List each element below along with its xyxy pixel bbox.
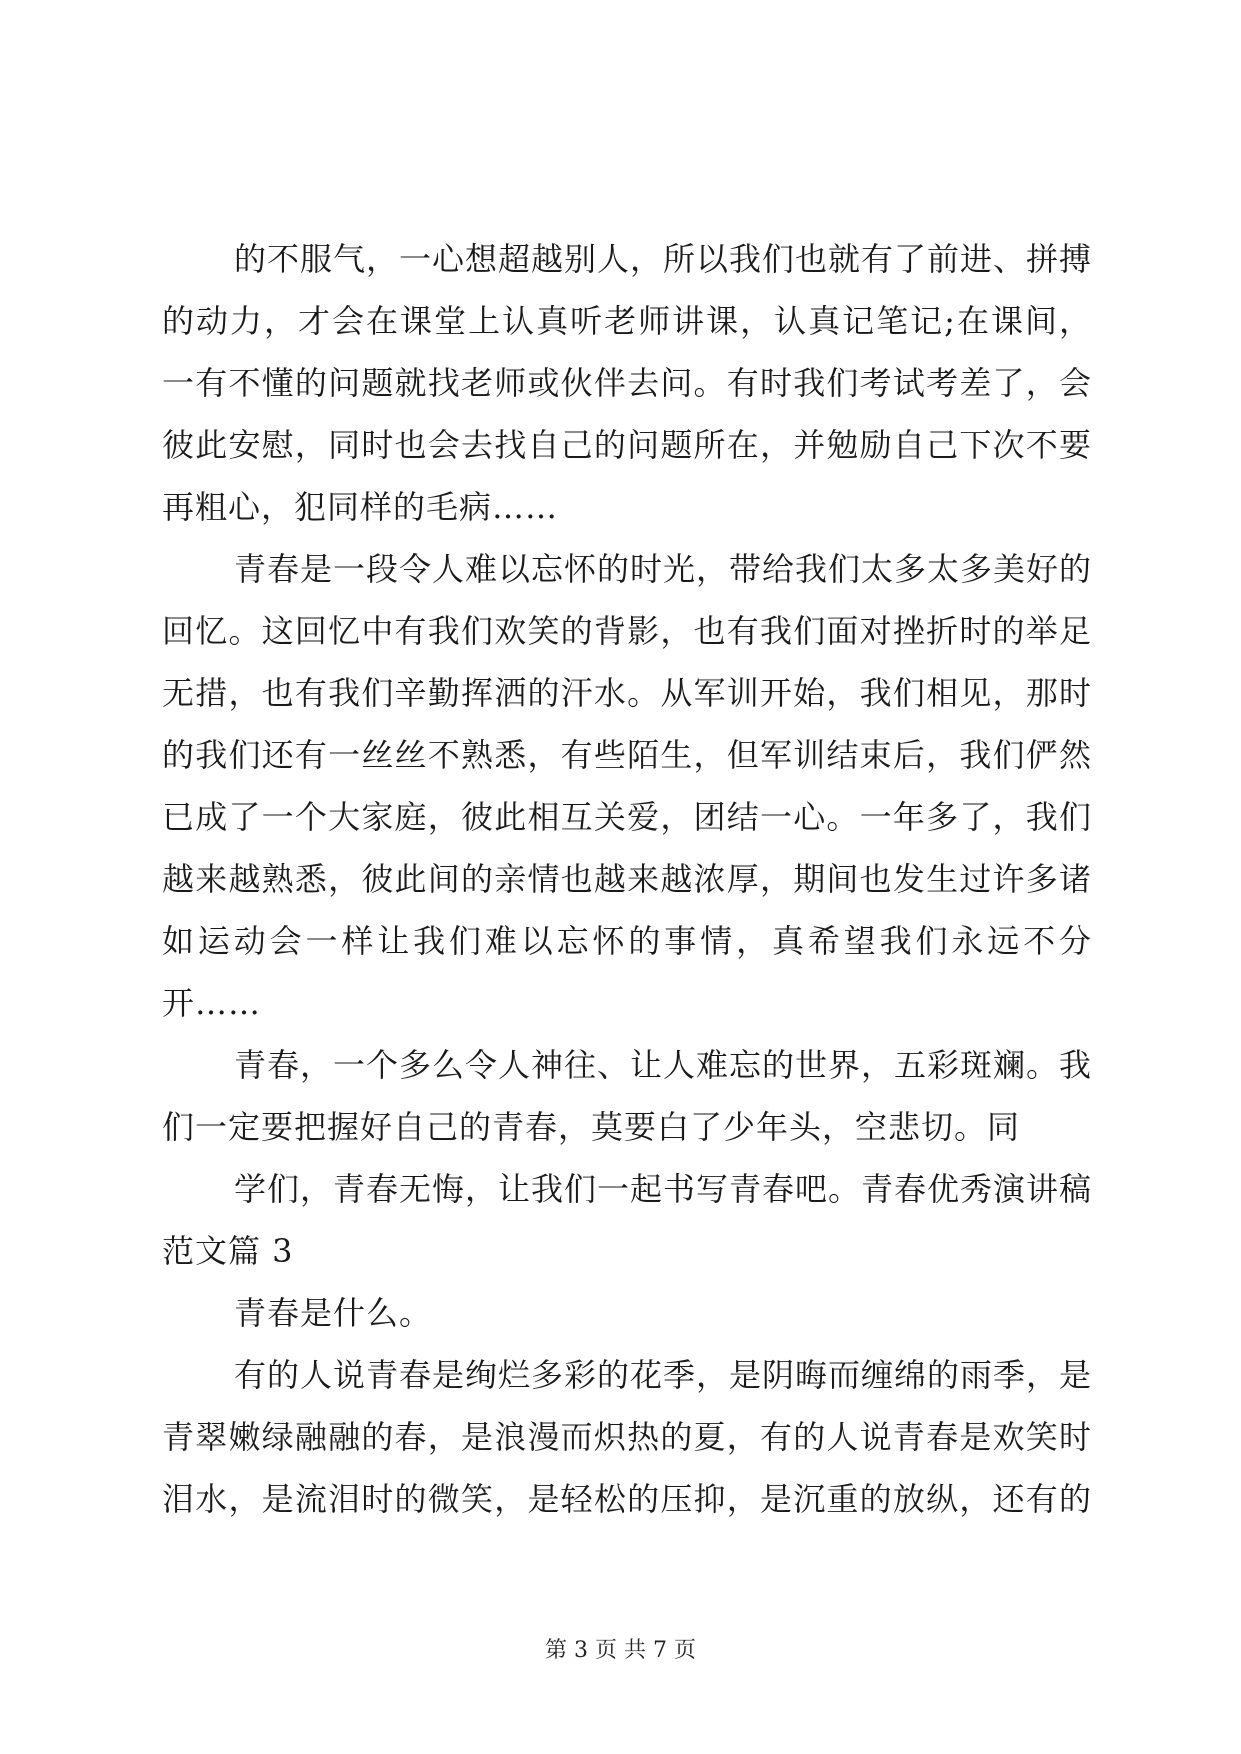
text-line: 青春，一个多么令人神往、让人难忘的世界，五彩斑斓。我 bbox=[234, 1046, 1093, 1084]
text-line: 越来越熟悉，彼此间的亲情也越来越浓厚，期间也发生过许多诸 bbox=[162, 860, 1092, 898]
text-line: 学们，青春无悔，让我们一起书写青春吧。青春优秀演讲稿 bbox=[234, 1170, 1093, 1208]
text-line: 青翠嫩绿融融的春，是浪漫而炽热的夏，有的人说青春是欢笑时 bbox=[162, 1418, 1092, 1456]
text-line: 彼此安慰，同时也会去找自己的问题所在，并勉励自己下次不要 bbox=[162, 426, 1092, 464]
text-line: 的我们还有一丝丝不熟悉，有些陌生，但军训结束后，我们俨然 bbox=[162, 736, 1092, 774]
text-line: 青春是一段令人难以忘怀的时光，带给我们太多太多美好的 bbox=[234, 550, 1093, 588]
text-line: 有的人说青春是绚烂多彩的花季，是阴晦而缠绵的雨季，是 bbox=[234, 1356, 1093, 1394]
text-line: 泪水，是流泪时的微笑，是轻松的压抑，是沉重的放纵，还有的 bbox=[162, 1480, 1092, 1518]
text-line: 们一定要把握好自己的青春，莫要白了少年头，空悲切。同 bbox=[162, 1108, 1021, 1146]
page-number-footer: 第 3 页 共 7 页 bbox=[545, 1638, 696, 1663]
text-line: 一有不懂的问题就找老师或伙伴去问。有时我们考试考差了，会 bbox=[162, 364, 1092, 402]
text-line: 青春是什么。 bbox=[234, 1294, 433, 1332]
text-line: 已成了一个大家庭，彼此相互关爱，团结一心。一年多了，我们 bbox=[162, 798, 1092, 836]
text-line: 回忆。这回忆中有我们欢笑的背影，也有我们面对挫折时的举足 bbox=[162, 612, 1092, 650]
text-line: 无措，也有我们辛勤挥洒的汗水。从军训开始，我们相见，那时 bbox=[162, 674, 1092, 712]
text-line: 范文篇 3 bbox=[162, 1232, 294, 1270]
text-line: 如运动会一样让我们难以忘怀的事情，真希望我们永远不分 bbox=[162, 922, 1092, 960]
body-text bbox=[162, 228, 1092, 1530]
text-line: 的不服气，一心想超越别人，所以我们也就有了前进、拼搏 bbox=[234, 240, 1093, 278]
text-line: 开…… bbox=[162, 984, 262, 1022]
text-line: 再粗心，犯同样的毛病…… bbox=[162, 488, 559, 526]
text-line: 的动力，才会在课堂上认真听老师讲课，认真记笔记;在课间， bbox=[162, 302, 1092, 340]
